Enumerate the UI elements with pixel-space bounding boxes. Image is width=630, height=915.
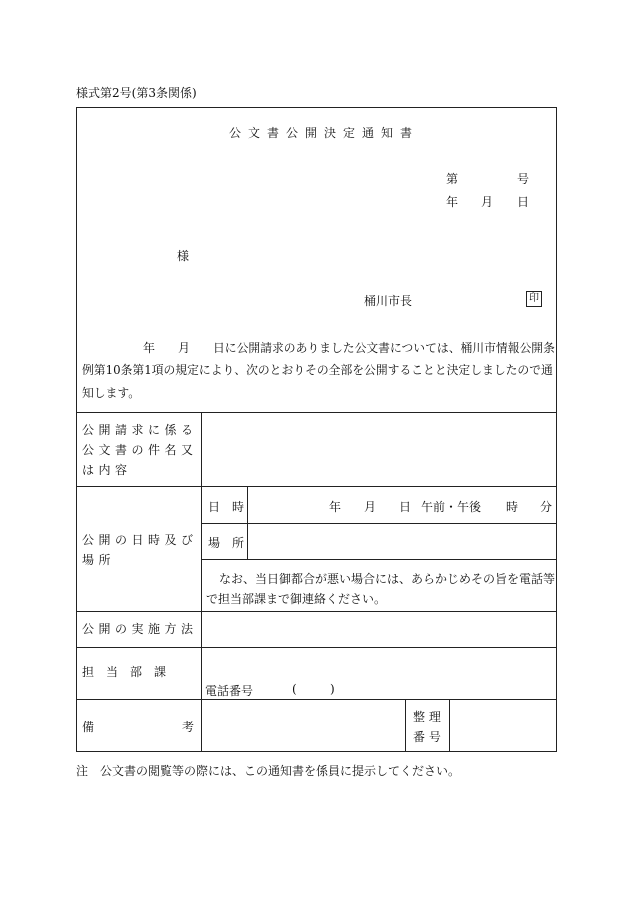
doc-number-prefix: 第	[446, 172, 459, 186]
subject-label-line2: 公文書の件名又	[82, 443, 198, 457]
date-day: 日	[517, 195, 530, 209]
seiri-label-line2: 番 号	[413, 730, 441, 744]
datetime-minute: 分	[540, 500, 553, 514]
schedule-label-line2: 場所	[82, 553, 116, 567]
sender-name: 桶川市長	[364, 294, 413, 308]
phone-paren-open: (	[292, 682, 297, 696]
schedule-note-line1: なお、当日御都合が悪い場合には、あらかじめその旨を電話等	[219, 572, 556, 586]
datetime-label: 日 時	[208, 500, 245, 514]
datetime-hour: 時	[506, 500, 519, 514]
place-value-cell[interactable]	[249, 525, 555, 557]
department-label: 担 当 部 課	[82, 665, 167, 679]
seiri-number-cell[interactable]	[451, 701, 555, 750]
schedule-label-line1: 公開の日時及び	[82, 533, 198, 547]
schedule-note-line2: で担当部課まで御連絡ください。	[206, 592, 387, 606]
body-month: 月	[178, 341, 191, 355]
datetime-year: 年	[329, 500, 342, 514]
body-line2: 例第10条第1項の規定により、次のとおりその全部を公開することと決定しましたので通	[82, 363, 553, 377]
subject-value-cell[interactable]	[203, 414, 555, 485]
seal-mark: 印	[526, 291, 542, 307]
method-label: 公開の実施方法	[82, 622, 198, 636]
remarks-label-right: 考	[182, 720, 195, 734]
datetime-day: 日	[399, 500, 412, 514]
date-year: 年	[446, 195, 459, 209]
addressee-honorific: 様	[177, 249, 190, 263]
subject-label-line1: 公開請求に係る	[82, 423, 198, 437]
seiri-label-line1: 整 理	[413, 710, 441, 724]
subject-label-line3: は内容	[82, 463, 132, 477]
body-year: 年	[143, 341, 156, 355]
place-label: 場 所	[208, 536, 245, 550]
date-month: 月	[481, 195, 494, 209]
phone-paren-close: )	[330, 682, 335, 696]
footnote: 注 公文書の閲覧等の際には、この通知書を係員に提示してください。	[76, 764, 461, 778]
method-value-cell[interactable]	[203, 613, 555, 645]
body-line1: 日に公開請求のありました公文書については、桶川市情報公開条	[213, 341, 555, 355]
doc-number-suffix: 号	[517, 172, 530, 186]
form-number: 様式第2号(第3条関係)	[76, 86, 197, 100]
form-title: 公文書公開決定通知書	[229, 126, 420, 140]
remarks-label-left: 備	[82, 720, 95, 734]
department-phone-label: 電話番号	[205, 684, 254, 698]
datetime-month: 月	[364, 500, 377, 514]
datetime-ampm: 午前・午後	[421, 500, 482, 514]
body-line3: 知します。	[82, 386, 141, 400]
remarks-value-cell[interactable]	[203, 701, 403, 750]
